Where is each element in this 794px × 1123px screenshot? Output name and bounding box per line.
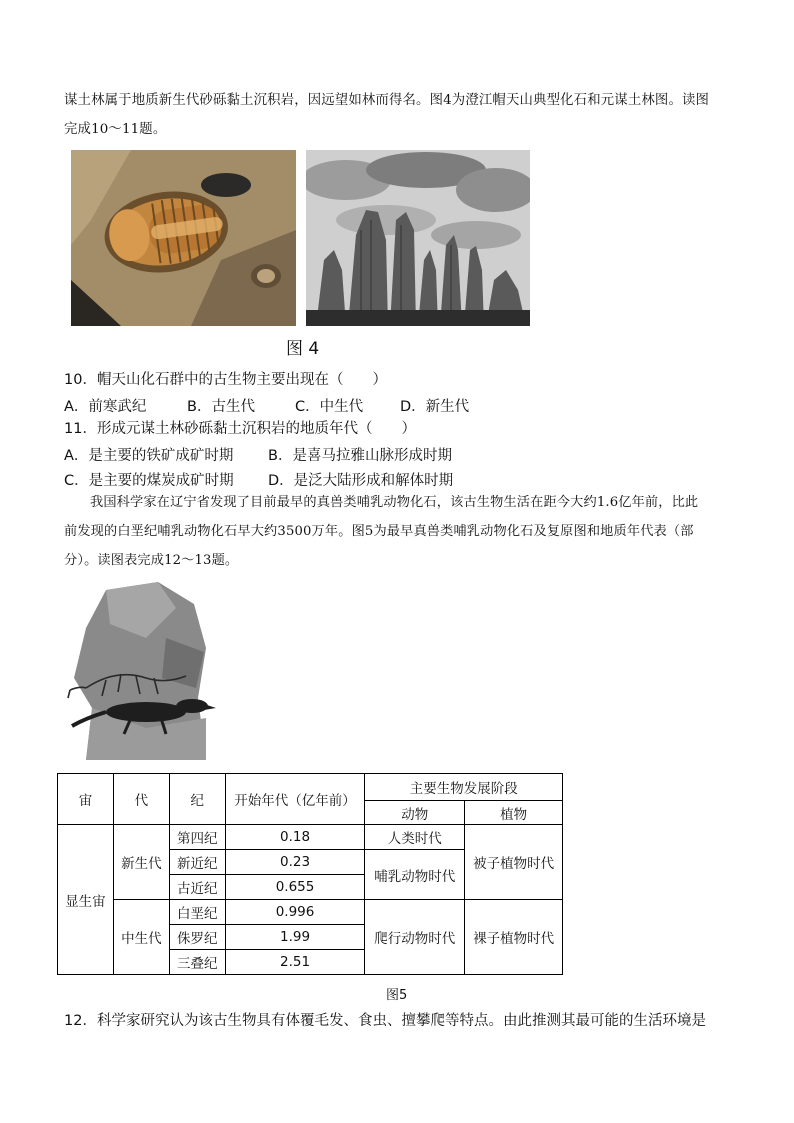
intro-paragraph — [64, 86, 754, 144]
header-era: 代 — [113, 774, 169, 825]
animal-reptile-age: 爬行动物时代 — [365, 900, 465, 975]
mammal-fossil-photo — [66, 578, 218, 760]
q11-option-a[interactable]: A．是主要的铁矿成矿时期 — [64, 448, 234, 464]
period-cell: 古近纪 — [169, 875, 225, 900]
intro-line-1: 谋土林属于地质新生代砂砾黏土沉积岩，因远望如林而得名。图4为澄江帽天山典型化石和元谋土林图。读图 — [64, 93, 710, 108]
earth-forest-photo — [306, 150, 530, 326]
plant-angiosperm-age: 被子植物时代 — [465, 825, 563, 900]
question-12-stem: 12．科学家研究认为该古生物具有体覆毛发、食虫、擅攀爬等特点。由此推测其最可能的生活环境是 — [64, 1013, 706, 1029]
period-cell: 白垩纪 — [169, 900, 225, 925]
header-animal: 动物 — [365, 801, 465, 825]
q10-option-b[interactable]: B．古生代 — [187, 399, 255, 415]
question-10-stem: 10．帽天山化石群中的古生物主要出现在（ ） — [64, 372, 387, 388]
period-cell: 新近纪 — [169, 850, 225, 875]
era-mesozoic: 中生代 — [113, 900, 169, 975]
period-cell: 三叠纪 — [169, 950, 225, 975]
question-11-stem: 11．形成元谋土林砂砾黏土沉积岩的地质年代（ ） — [64, 421, 416, 437]
start-age-cell: 1.99 — [225, 925, 365, 950]
start-age-cell: 0.18 — [225, 825, 365, 850]
passage-2-line-3: 分）。读图表完成12～13题。 — [64, 553, 239, 568]
period-cell: 第四纪 — [169, 825, 225, 850]
passage-2-line-2: 前发现的白垩纪哺乳动物化石早大约3500万年。图5为最早真兽类哺乳动物化石及复原图和地质年代表（部 — [64, 524, 694, 539]
q10-option-c[interactable]: C．中生代 — [295, 399, 364, 415]
trilobite-fossil-photo — [71, 150, 296, 326]
period-cell: 侏罗纪 — [169, 925, 225, 950]
q11-option-b[interactable]: B．是喜马拉雅山脉形成时期 — [268, 448, 452, 464]
intro-line-2: 完成10～11题。 — [64, 122, 167, 137]
q10-option-a[interactable]: A．前寒武纪 — [64, 399, 147, 415]
q11-option-c[interactable]: C．是主要的煤炭成矿时期 — [64, 473, 234, 489]
animal-mammal-age: 哺乳动物时代 — [365, 850, 465, 900]
animal-human-age: 人类时代 — [365, 825, 465, 850]
figure-5-caption: 图5 — [386, 988, 408, 1003]
header-period: 纪 — [169, 774, 225, 825]
start-age-cell: 2.51 — [225, 950, 365, 975]
header-eon: 宙 — [58, 774, 114, 825]
start-age-cell: 0.996 — [225, 900, 365, 925]
q10-option-d[interactable]: D．新生代 — [400, 399, 470, 415]
figure-4-caption: 图 4 — [286, 339, 320, 359]
header-plant: 植物 — [465, 801, 563, 825]
geologic-time-table — [57, 773, 563, 975]
era-cenozoic: 新生代 — [113, 825, 169, 900]
passage-2 — [64, 488, 754, 575]
start-age-cell: 0.23 — [225, 850, 365, 875]
passage-2-line-1: 我国科学家在辽宁省发现了目前最早的真兽类哺乳动物化石，该古生物生活在距今大约1.6亿年前，比此 — [90, 495, 699, 510]
plant-gymnosperm-age: 裸子植物时代 — [465, 900, 563, 975]
eon-phanerozoic: 显生宙 — [58, 825, 114, 975]
header-biological-stage: 主要生物发展阶段 — [365, 774, 563, 801]
q11-option-d[interactable]: D．是泛大陆形成和解体时期 — [268, 473, 454, 489]
header-start-age: 开始年代（亿年前） — [225, 774, 365, 825]
start-age-cell: 0.655 — [225, 875, 365, 900]
